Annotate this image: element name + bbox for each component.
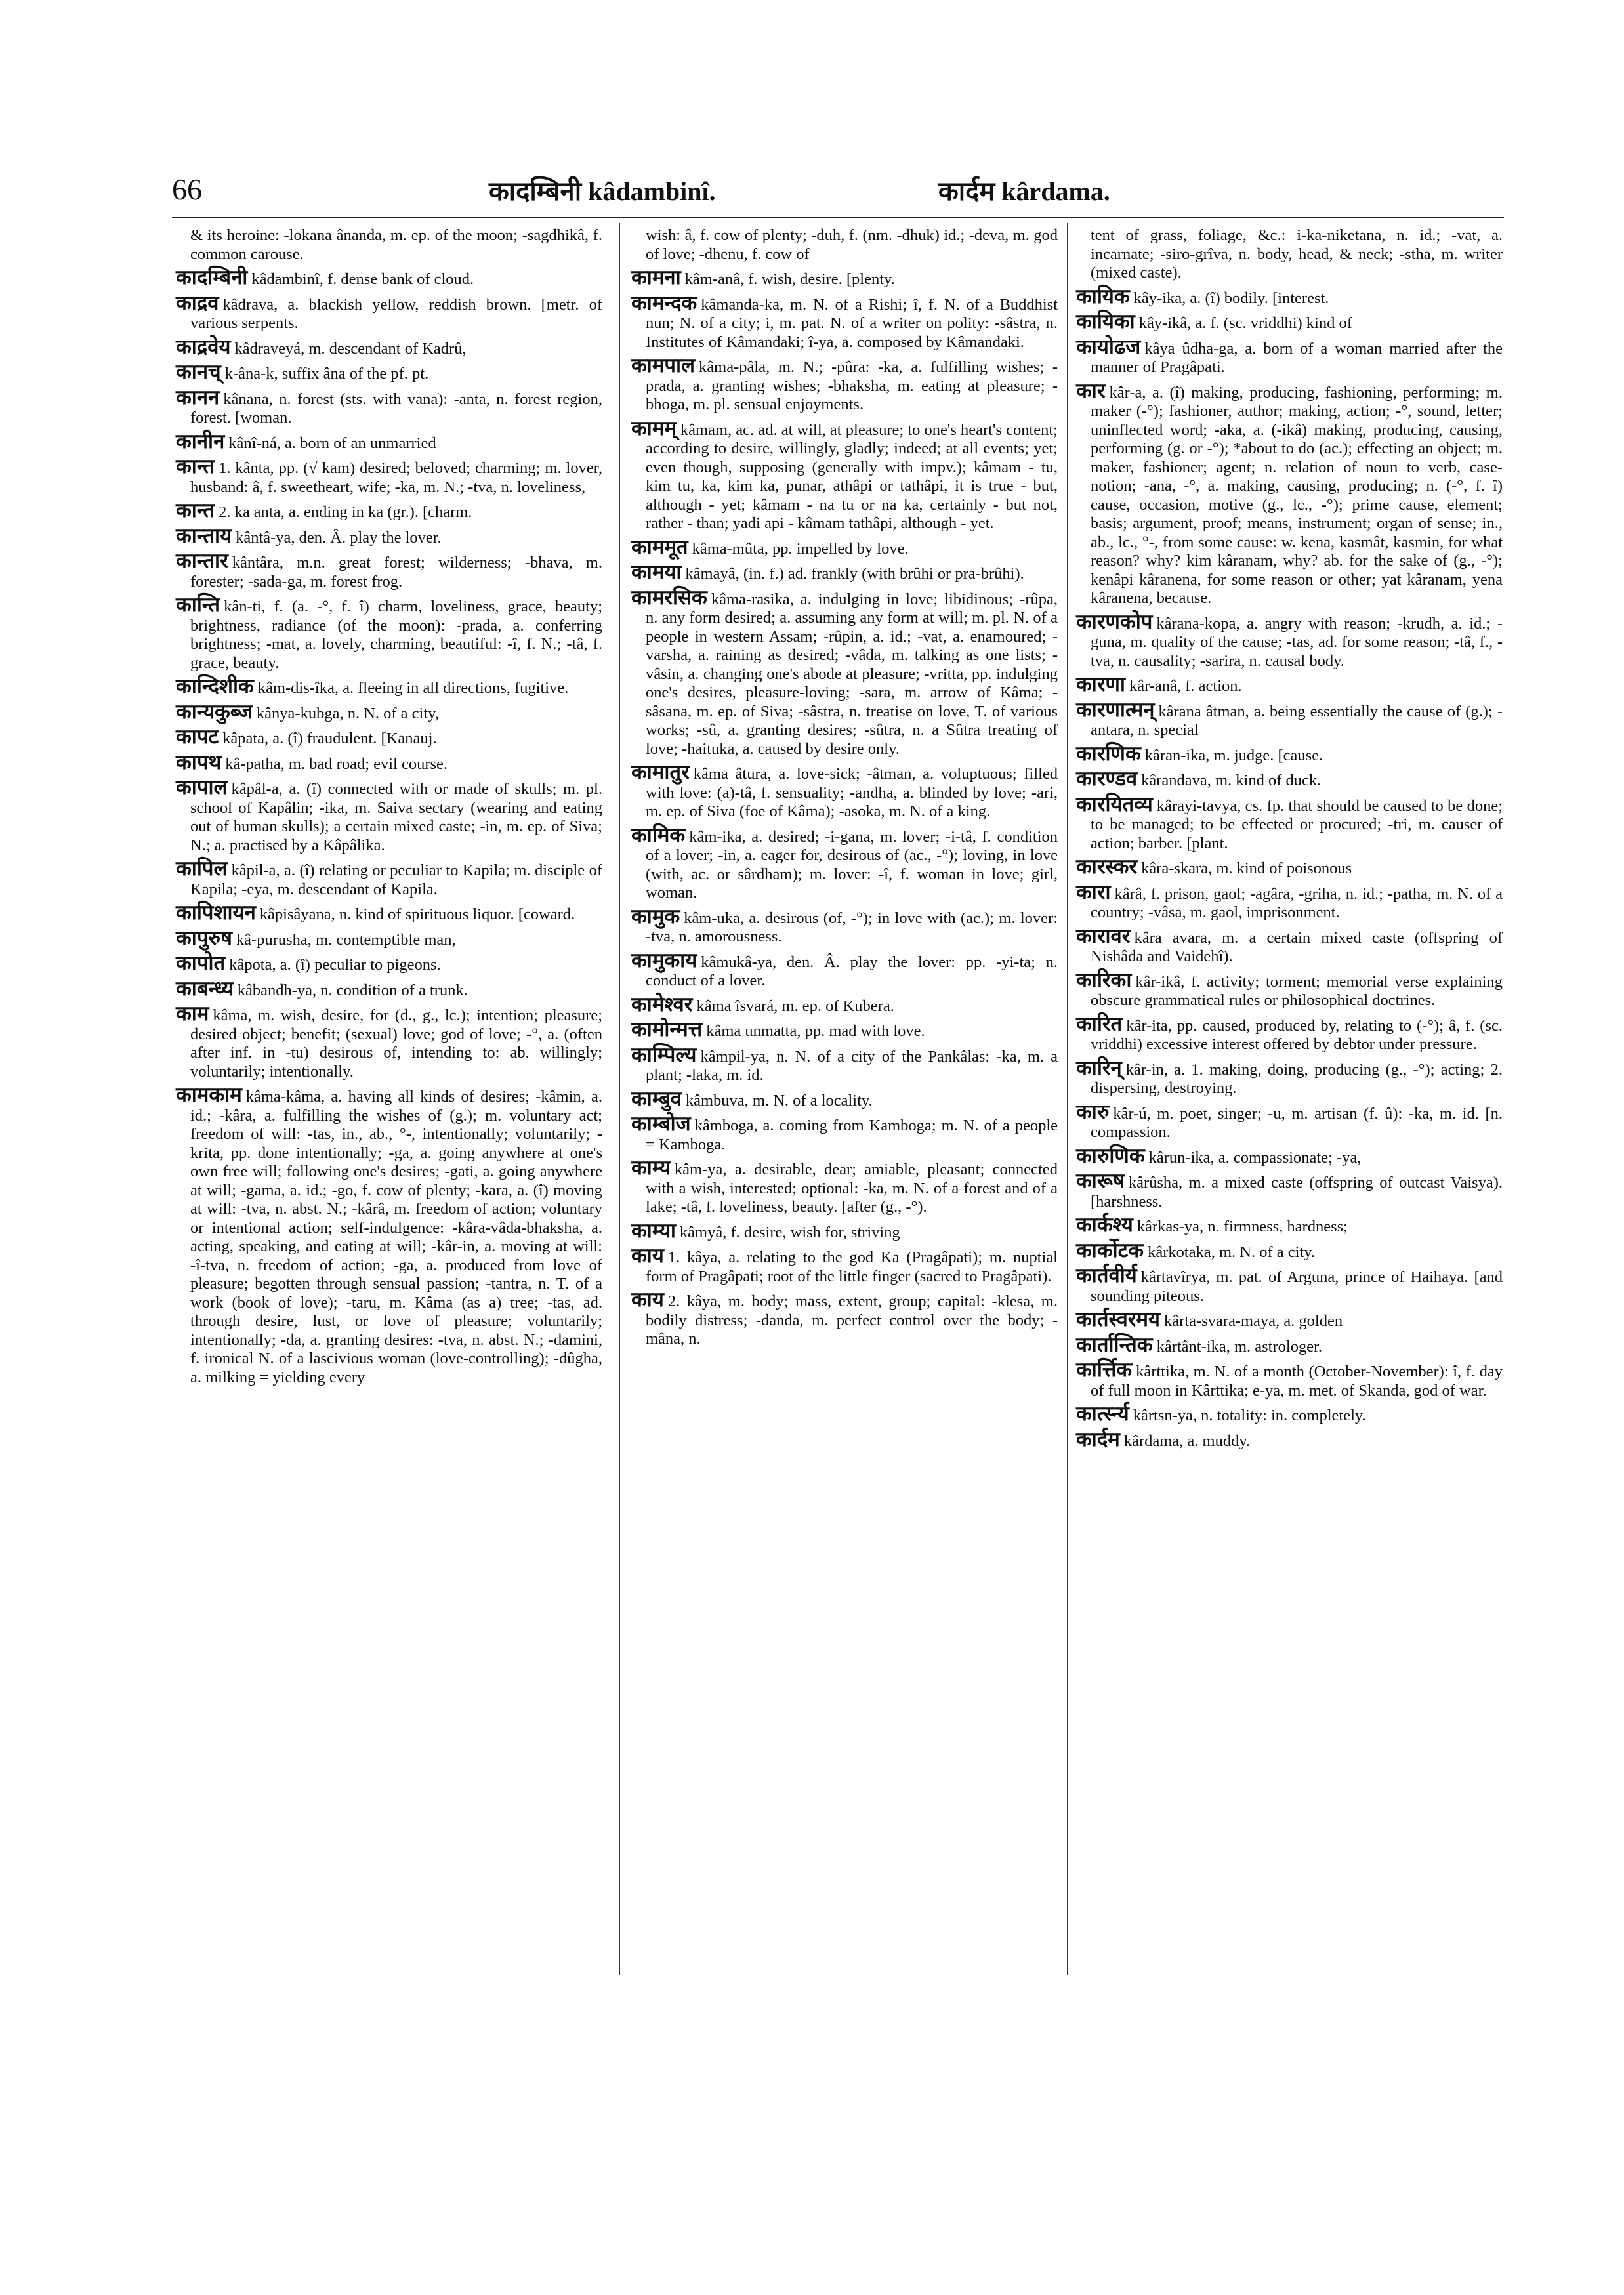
column-divider (619, 223, 620, 1975)
headword: काबन्ध्य (176, 976, 234, 1001)
headword: कारिन् (1076, 1056, 1122, 1080)
definition-text: kârkotaka, m. N. of a city. (1148, 1243, 1316, 1261)
definition-text: kâm-dis-îka, a. fleeing in all directions, fugitive. (257, 679, 569, 697)
definition-text: kâr-a, a. (î) making, producing, fashioning, performing; m. maker (-°); fashioner, author; making, action; -°, sound, letter; uninflected word; -aka, a. (-ikâ) making, producing, causing, performing (g. or -°); *about to do (ac.); effecting an object; m. maker, fashioner; agent; n. relation of noun to verb, case-notion; -ana, -°, a. making, causing, producing; n. (-°, f. î) cause, occasion, motive (g., lc., -°); prime cause, element; basis; argument, proof; means, instrument; organ of sense; in., ab., lc., °-, from some cause: w. kena, kasmât, kasmin, for what reason? why? kim kâranam, why? ab. for the sake of (g., -°); kenâpi kâranena, for some reason or other; yat kâranam, yena kâranena, because. (1091, 383, 1503, 607)
dictionary-entry (176, 549, 602, 591)
dictionary-entry (631, 356, 1058, 415)
entry-continuation (631, 226, 1058, 264)
dictionary-entry (176, 926, 602, 950)
dictionary-entry (1076, 1310, 1503, 1331)
dictionary-entry (631, 560, 1058, 584)
definition-text: kârandava, m. kind of duck. (1141, 772, 1322, 789)
dictionary-entry (631, 1112, 1058, 1154)
dictionary-entry (631, 823, 1058, 903)
dictionary-entry (631, 416, 1058, 533)
definition-text: & its heroine: -lokana ânanda, m. ep. of the moon; -sagdhikâ, f. common carouse. (190, 226, 602, 263)
definition-text: kân-ti, f. (a. -°, f. î) charm, loveliness, grace, beauty; brightness, radiance (of the moon): -prada, a. conferring brightness; -mat, a. lovely, charming, beautiful: -î, f. N.; -tâ, f. grace, beauty. (190, 598, 602, 672)
definition-text: kâra-skara, m. kind of poisonous (1141, 859, 1352, 877)
definition-text: kâma-rasika, a. indulging in love; libidinous; -rûpa, n. any form desired; a. assuming any form at will; m. pl. N. of a people in western Assam; -rûpin, a. id.; -vat, a. enamoured; -varsha, a. raining as desired; -vâda, m. talking as one lists; -vâsin, a. changing one's abode at pleasure; -vritta, pp. indulging one's desires, pleasure-loving; -sara, m. arrow of Kâma; -sâsana, m. ep. of Siva; -sâstra, n. treatise on love, T. of various works; -sû, a. granting desires; -sûtra, n. a Sûtra treating of love; -haituka, a. caused by desire only. (646, 590, 1058, 758)
definition-text: kâdraveyá, m. descendant of Kadrû, (234, 339, 467, 358)
definition-text: kârâ, f. prison, gaol; -agâra, -griha, n. id.; -patha, m. N. of a country; -vâsa, m. gaol, imprisonment. (1091, 884, 1503, 921)
headword: कापथ (176, 750, 222, 774)
headword: कामोन्मत्त (631, 1018, 703, 1041)
definition-text: tent of grass, foliage, &c.: i-ka-niketana, n. id.; -vat, a. incarnate; -siro-grîva, n. body, head, & neck; -stha, m. writer (mixed caste). (1091, 226, 1503, 281)
headword: कारिका (1076, 968, 1132, 992)
dictionary-entry (176, 360, 602, 384)
headword: कान्ताय (176, 524, 232, 548)
definition-text: kâran-ika, m. judge. [cause. (1144, 746, 1323, 764)
dictionary-entry (1076, 1100, 1503, 1142)
definition-text: kâm-ika, a. desired; -i-gana, m. lover; -i-tâ, f. condition of a lover; -in, a. eager for, desirous of (ac., -°); loving, in love (with, ac. or sârdham); m. lover: -î, f. woman in love; girl, woman. (646, 827, 1058, 901)
headword: काद्रव (176, 291, 219, 315)
headword: कारित (1076, 1012, 1123, 1036)
headword: काम्बुव (631, 1086, 682, 1111)
headword: कापिल (176, 857, 228, 880)
dictionary-entry (631, 1244, 1058, 1286)
headword: कादम्बिनी (176, 266, 248, 289)
dictionary-entry (176, 501, 602, 522)
dictionary-entry (176, 457, 602, 497)
headword: कान्दिशीक (176, 674, 254, 698)
dictionary-entry (1076, 284, 1503, 308)
dictionary-entry (631, 535, 1058, 559)
headword: कान्ति (176, 593, 220, 617)
dictionary-entry (1076, 1012, 1503, 1054)
headword: काद्रवेय (176, 335, 231, 359)
headword: कारावर (1076, 924, 1131, 948)
running-head-right: कार्दम kârdama. (938, 176, 1110, 206)
dictionary-entry (176, 775, 602, 855)
dictionary-entry (631, 1043, 1058, 1085)
definition-text: kây-ika, a. (î) bodily. [interest. (1133, 289, 1329, 307)
definition-text: kâra avara, m. a certain mixed caste (offspring of Nishâda and Vaidehî). (1091, 928, 1503, 965)
headword: काम (176, 1002, 209, 1025)
definition-text: kâr-ikâ, f. activity; torment; memorial verse explaining obscure grammatical rules or philosophical doctrines. (1091, 972, 1503, 1009)
dictionary-entry (1076, 1238, 1503, 1262)
page-number: 66 (172, 173, 202, 206)
definition-text: kâ-patha, m. bad road; evil course. (225, 755, 448, 773)
headword: काममूत (631, 535, 688, 559)
headword: कारणा (1076, 672, 1125, 696)
dictionary-entry (176, 976, 602, 1001)
headword: कान्त (176, 499, 215, 522)
dictionary-entry (176, 268, 602, 289)
definition-text: kârtânt-ika, m. astrologer. (1156, 1337, 1322, 1355)
headword: कापट (176, 725, 219, 749)
dictionary-entry (176, 429, 602, 453)
headword: कारयितव्य (1076, 792, 1153, 816)
headword: कारणकोप (1076, 610, 1153, 634)
dictionary-entry (1076, 1213, 1503, 1237)
headword: कारण्डव (1076, 767, 1138, 791)
headword: काय (631, 1244, 664, 1268)
definition-text: kânana, n. forest (sts. with vana): -anta, n. forest region, forest. [woman. (190, 390, 602, 426)
definition-text: kârtsn-ya, n. totality: in. completely. (1133, 1407, 1366, 1424)
headword: काम्पिल्य (631, 1043, 697, 1067)
dictionary-entry (176, 385, 602, 428)
dictionary-entry (1076, 741, 1503, 766)
dictionary-entry (176, 1083, 602, 1387)
definition-text: kâmyâ, f. desire, wish for, striving (679, 1223, 900, 1241)
dictionary-entry (1076, 924, 1503, 966)
dictionary-entry (631, 904, 1058, 947)
definition-text: 2. ka anta, a. ending in ka (gr.). [charm. (219, 503, 472, 521)
headword: काम्य (631, 1156, 671, 1180)
dictionary-entry (631, 268, 1058, 289)
definition-text: kârtavîrya, m. pat. of Arguna, prince of Haihaya. [and sounding piteous. (1091, 1268, 1503, 1305)
column-2 (631, 226, 1058, 1354)
dictionary-entry (176, 593, 602, 672)
definition-text: kâma-mûta, pp. impelled by love. (692, 539, 909, 558)
headword: काम्बोज (631, 1112, 691, 1136)
headword: काय (631, 1288, 664, 1312)
dictionary-entry (1076, 672, 1503, 696)
dictionary-entry (176, 524, 602, 548)
dictionary-entry (1076, 1427, 1503, 1451)
definition-text: wish: â, f. cow of plenty; -duh, f. (nm. -dhuk) id.; -deva, m. god of love; -dhenu, f. cow of (646, 226, 1058, 263)
dictionary-entry (1076, 697, 1503, 740)
headword: कामुक (631, 904, 680, 928)
dictionary-entry (631, 291, 1058, 352)
definition-text: kâma-kâma, a. having all kinds of desires; -kâmin, a. id.; -kâra, a. fulfilling the wishes of (g.); m. voluntary act; freedom of will: -tas, in., ab., °-, intentionally; voluntarily; -krita, pp. done intentionally; -ga, a. going anywhere at one's own free will; following one's desires; -gati, a. going anywhere at will; -gama, a. id.; -go, f. cow of plenty; -kara, a. (î) moving at will: -tva, n. abst. N.; -kârâ, m. freedom of action; voluntary or intentional action; self-indulgence: -kâra-vâda-bhaksha, a. acting, speaking, and eating at will; -kâr-in, a. moving at will: -î-tva, n. freedom of action; -ga, a. produced from love of pleasure; begotten through sensual passion; -tantra, n. T. of a work (book of love); -taru, m. Kâma (as a) tree; -tas, ad. through desire, lust, or love of pleasure; voluntarily; intentionally; -da, a. granting desires: -tva, n. abst. N.; -damini, f. ironical N. of a lascivious woman (love-controlling); -dûgha, a. milking = yielding every (190, 1088, 602, 1386)
definition-text: kârana-kopa, a. angry with reason; -krudh, a. id.; -guna, m. quality of the cause; -tas, ad. for some reason; -tâ, f., -tva, n. causality; -sarira, n. causal body. (1091, 614, 1503, 670)
definition-text: kâya ûdha-ga, a. born of a woman married after the manner of Pragâpati. (1091, 339, 1503, 376)
headword: कारुणिक (1076, 1144, 1145, 1168)
headword: कारस्कर (1076, 855, 1138, 879)
dictionary-entry (1076, 767, 1503, 791)
definition-text: 1. kânta, pp. (√ kam) desired; beloved; charming; m. lover, husband: â, f. sweetheart, wife; -ka, m. N.; -tva, n. loveliness, (190, 459, 602, 496)
definition-text: kâr-in, a. 1. making, doing, producing (g., -°); acting; 2. dispersing, destroying. (1091, 1060, 1503, 1097)
definition-text: kârttika, m. N. of a month (October-November): î, f. day of full moon in Kârttika; e-ya, m. met. of Skanda, god of war. (1091, 1363, 1503, 1399)
dictionary-entry (1076, 880, 1503, 922)
column-divider (1067, 223, 1068, 1975)
definition-text: kânî-ná, a. born of an unmarried (228, 434, 436, 452)
definition-text: kâbandh-ya, n. condition of a trunk. (237, 981, 468, 999)
definition-text: kâm-ya, a. desirable, dear; amiable, pleasant; connected with a wish, interested; optional: -ka, m. N. of a forest and of a lake; -tâ, f. loveliness, beauty. [after (g., -°). (646, 1161, 1058, 1216)
dictionary-entry (1076, 1402, 1503, 1426)
definition-text: kâpil-a, a. (î) relating or peculiar to Kapila; m. disciple of Kapila; -eya, m. descendant of Kapila. (190, 861, 602, 898)
definition-text: kâdambinî, f. dense bank of cloud. (251, 270, 474, 288)
definition-text: 2. kâya, m. body; mass, extent, group; capital: -klesa, m. bodily distress; -danda, m. perfect control over the body; -mâna, n. (646, 1292, 1058, 1348)
headword: कार्कश्य (1076, 1213, 1133, 1237)
dictionary-entry (176, 951, 602, 975)
headword: कायोढज (1076, 335, 1141, 359)
definition-text: kârkas-ya, n. firmness, hardness; (1136, 1218, 1348, 1235)
headword: कार्त्तिक (1076, 1358, 1133, 1382)
dictionary-entry (1076, 968, 1503, 1010)
definition-text: kâmbuva, m. N. of a locality. (685, 1091, 873, 1109)
definition-text: kâ-purusha, m. contemptible man, (236, 930, 456, 949)
definition-text: kâmpil-ya, n. N. of a city of the Pankâlas: -ka, m. a plant; -laka, m. id. (646, 1047, 1058, 1084)
definition-text: kârûsha, m. a mixed caste (offspring of outcast Vaisya). [harshness. (1091, 1174, 1503, 1210)
headword: कायिक (1076, 284, 1130, 308)
dictionary-entry (631, 1288, 1058, 1349)
definition-text: kâpata, a. (î) fraudulent. [Kanauj. (222, 730, 437, 747)
entry-continuation (1076, 226, 1503, 283)
headword: काम्या (631, 1218, 676, 1243)
dictionary-entry (1076, 1266, 1503, 1306)
dictionary-entry (176, 859, 602, 899)
dictionary-entry (176, 725, 602, 749)
headword: कार्कोटक (1076, 1238, 1144, 1262)
headword: कान्तार (176, 549, 228, 573)
headword: कारणिक (1076, 741, 1141, 766)
definition-text: kâma, m. wish, desire, for (d., g., lc.); intention; pleasure; desired object; benefit; (sexual) love; god of love; -°, a. (often after inf. in -tu) desirous of, intending to: ab. willingly; voluntarily; intentionally. (190, 1006, 602, 1081)
headword: कापाल (176, 775, 228, 799)
dictionary-entry (1076, 1358, 1503, 1400)
definition-text: kâmayâ, (in. f.) ad. frankly (with brûhi or pra-brûhi). (685, 565, 1024, 583)
column-1 (176, 226, 602, 1392)
definition-text: kârta-svara-maya, a. golden (1164, 1312, 1343, 1330)
headword: कामुकाय (631, 948, 697, 972)
running-head-left: कादम्बिनी kâdambinî. (489, 176, 716, 206)
dictionary-entry (631, 1156, 1058, 1217)
headword: कान्यकुब्ज (176, 699, 253, 724)
definition-text: 1. kâya, a. relating to the god Ka (Pragâpati); m. nuptial form of Pragâpati; root of the little finger (sacred to Pragâpati). (646, 1249, 1058, 1285)
headword: कार्तवीर्य (1076, 1264, 1137, 1287)
dictionary-entry (176, 903, 602, 924)
dictionary-entry (631, 948, 1058, 991)
headword: कारा (1076, 880, 1111, 904)
column-3 (1076, 226, 1503, 1455)
definition-text: kâdrava, a. blackish yellow, reddish brown. [metr. of various serpents. (190, 295, 602, 332)
headword: कामिक (631, 823, 686, 847)
definition-text: k-âna-k, suffix âna of the pf. pt. (224, 365, 429, 382)
headword: कार्त्स्न्य (1076, 1402, 1129, 1426)
headword: कानीन (176, 429, 225, 453)
dictionary-entry (631, 760, 1058, 821)
headword: कामपाल (631, 354, 696, 377)
headword: कानच् (176, 360, 221, 384)
headword: कारु (1076, 1100, 1110, 1124)
headword: कापोत (176, 951, 226, 975)
definition-text: kâpota, a. (î) peculiar to pigeons. (229, 956, 441, 974)
headword: कानन (176, 385, 220, 409)
dictionary-entry (631, 585, 1058, 759)
dictionary-entry (1076, 1056, 1503, 1098)
dictionary-entry (631, 1020, 1058, 1041)
definition-text: kâpâl-a, a. (î) connected with or made of skulls; m. pl. school of Kapâlin; -ika, m. Saiva sectary (wearing and eating out of human skulls); a certain mixed caste; -in, m. ep. of Siva; N.; a. practised by a Kâpâlika. (190, 780, 602, 854)
definition-text: kârayi-tavya, cs. fp. that should be caused to be done; to be managed; to be effected or procured; -tri, m. causer of action; barber. [plant. (1091, 796, 1503, 852)
definition-text: kârana âtman, a. being essentially the cause of (g.); -antara, n. special (1091, 702, 1503, 739)
definition-text: kâm-anâ, f. wish, desire. [plenty. (684, 270, 895, 288)
headword: कामरसिक (631, 585, 707, 610)
definition-text: kâmukâ-ya, den. Â. play the lover: pp. -yi-ta; n. conduct of a lover. (646, 953, 1058, 989)
definition-text: kâr-ú, m. poet, singer; -u, m. artisan (f. û): -ka, m. id. [n. compassion. (1091, 1104, 1503, 1141)
dictionary-entry (1076, 312, 1503, 333)
definition-text: kây-ikâ, a. f. (sc. vriddhi) kind of (1138, 314, 1352, 332)
dictionary-entry (176, 750, 602, 774)
dictionary-entry (176, 674, 602, 698)
definition-text: kânya-kubga, n. N. of a city, (256, 704, 439, 722)
header-rule (172, 217, 1504, 218)
headword: कारणात्मन् (1076, 697, 1155, 722)
headword: कायिका (1076, 310, 1135, 333)
dictionary-entry (1076, 855, 1503, 879)
headword: कामना (631, 266, 681, 289)
definition-text: kâma unmatta, pp. mad with love. (706, 1022, 925, 1040)
dictionary-entry (1076, 379, 1503, 608)
definition-text: kârdama, a. muddy. (1123, 1432, 1251, 1450)
definition-text: kâmboga, a. coming from Kamboga; m. N. of a people = Kamboga. (646, 1117, 1058, 1153)
dictionary-entry (631, 1218, 1058, 1243)
definition-text: kârun-ika, a. compassionate; -ya, (1148, 1148, 1362, 1167)
headword: कामया (631, 560, 682, 584)
dictionary-entry (176, 699, 602, 724)
headword: कामेश्वर (631, 992, 693, 1016)
definition-text: kâpisâyana, n. kind of spirituous liquor. [coward. (259, 905, 575, 923)
entry-continuation (176, 226, 602, 264)
definition-text: kâma-pâla, m. N.; -pûra: -ka, a. fulfilling wishes; -prada, a. granting wishes; -bhaksha, m. eating at pleasure; -bhoga, m. pl. sensual enjoyments. (646, 358, 1058, 413)
definition-text: kâr-ita, pp. caused, produced by, relating to (-°); â, f. (sc. vriddhi) excessive interest offered by debtor under pressure. (1091, 1016, 1503, 1053)
headword: कान्त (176, 455, 215, 478)
headword: कार्दम (1076, 1427, 1120, 1451)
dictionary-entry (1076, 1144, 1503, 1168)
dictionary-entry (1076, 1333, 1503, 1357)
headword: कार (1076, 379, 1106, 403)
headword: कार्तान्तिक (1076, 1333, 1153, 1357)
dictionary-entry (1076, 792, 1503, 854)
dictionary-entry (1076, 610, 1503, 671)
definition-text: kâr-anâ, f. action. (1129, 677, 1242, 695)
headword: कामम् (631, 416, 677, 440)
headword: कापुरुष (176, 926, 232, 950)
definition-text: kântâra, m.n. great forest; wilderness; -bhava, m. forester; -sada-ga, m. forest frog. (190, 554, 602, 590)
headword: कारूष (1076, 1169, 1125, 1193)
definition-text: kâmam, ac. ad. at will, at pleasure; to one's heart's content; according to desire, willingly, gladly; indeed; at all events; yet; even though, supposing (generally with impv.); kâmam - tu, kim tu, ka, kim ka, punar, athâpi or tathâpi, it is true - but, although - yet; kâmam - na tu or na ka, certainly - but not, rather - than; yadi api - kâmam tathâpi, although - yet. (646, 421, 1058, 532)
dictionary-entry (176, 291, 602, 333)
dictionary-entry (1076, 1169, 1503, 1211)
dictionary-entry (176, 335, 602, 359)
definition-text: kântâ-ya, den. Â. play the lover. (236, 528, 442, 547)
definition-text: kâma âtura, a. love-sick; -âtman, a. voluptuous; filled with love: (a)-tâ, f. sensuality; -andha, a. blinded by love; -ari, m. ep. of Siva (foe of Kâma); -asoka, m. N. of a king. (646, 765, 1058, 820)
headword: कार्तस्वरमय (1076, 1308, 1160, 1331)
headword: कामातुर (631, 760, 690, 784)
definition-text: kâm-uka, a. desirous (of, -°); in love with (ac.); m. lover: -tva, n. amorousness. (646, 909, 1058, 945)
dictionary-entry (631, 1086, 1058, 1111)
definition-text: kâma îsvará, m. ep. of Kubera. (696, 997, 894, 1015)
headword: कामकाम (176, 1083, 242, 1107)
headword: कामन्दक (631, 291, 697, 315)
dictionary-entry (1076, 335, 1503, 377)
dictionary-entry (176, 1004, 602, 1081)
headword: कापिशायन (176, 901, 256, 924)
dictionary-entry (631, 992, 1058, 1016)
definition-text: kâmanda-ka, m. N. of a Rishi; î, f. N. of a Buddhist nun; N. of a city; i, m. pat. N. of a writer on polity: -sâstra, n. Institutes of Kâmandaki; î-ya, a. composed by Kâmandaki. (646, 295, 1058, 351)
